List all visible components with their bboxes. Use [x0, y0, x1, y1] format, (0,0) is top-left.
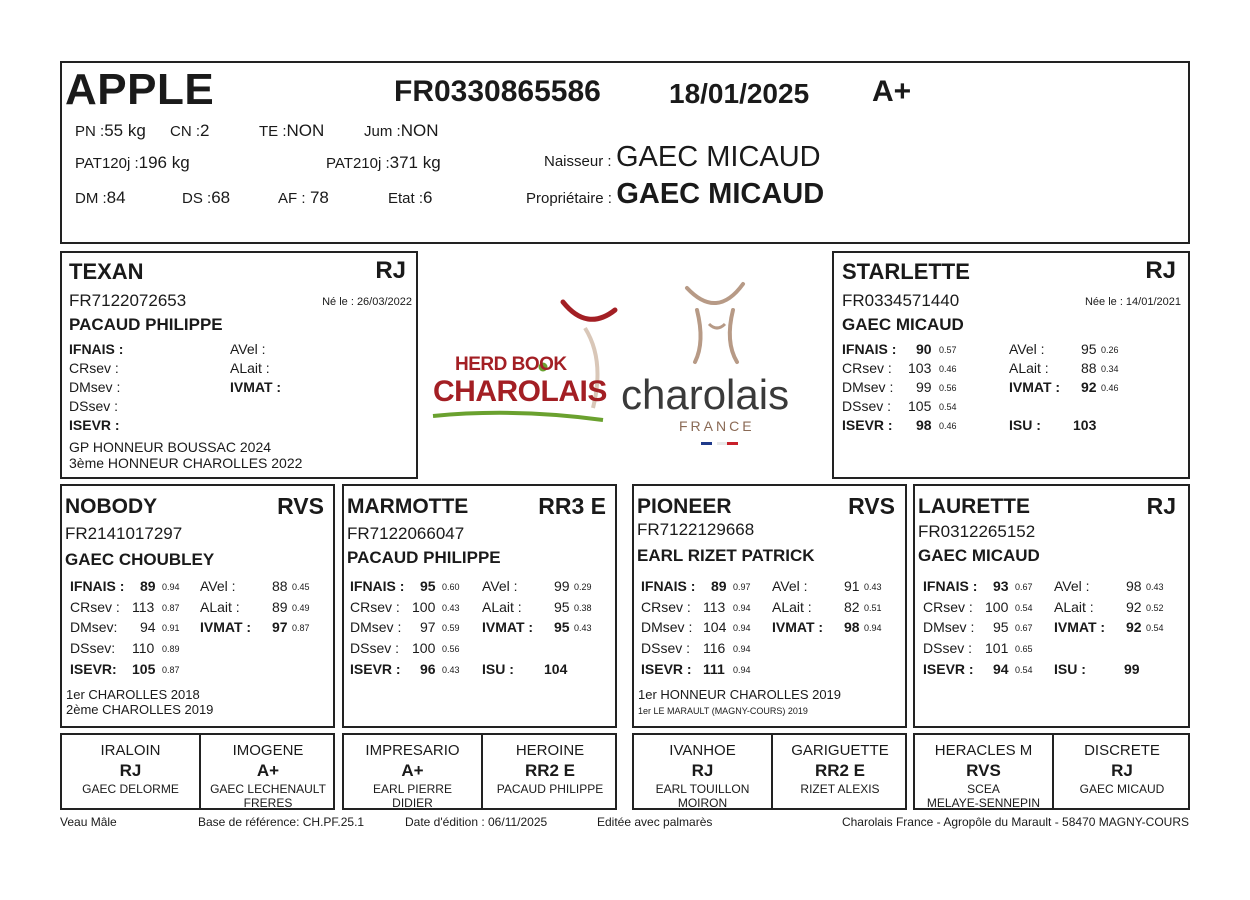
gp-grade: RVS [277, 493, 324, 519]
gp-ifnais: IFNAIS : 89 0.94 [70, 578, 180, 594]
gp-breeder: PACAUD PHILIPPE [347, 548, 501, 567]
gp-grade: RVS [848, 493, 895, 519]
gp-avel: AVel : 91 0.43 [772, 578, 882, 594]
gp-id: FR7122066047 [347, 524, 465, 543]
gp-avel: AVel : 99 0.29 [482, 578, 592, 594]
gp-isevr: ISEVR : 96 0.43 [350, 661, 460, 677]
gp-ivmat: IVMAT : 95 0.43 [482, 619, 592, 635]
gp-avel: AVel : 88 0.45 [200, 578, 310, 594]
dam-dssev: DSsev : 105 0.54 [842, 398, 957, 414]
flag-red-icon [727, 442, 738, 445]
etat-field: Etat :6 [388, 188, 433, 207]
proprietaire-field: Propriétaire : GAEC MICAUD [526, 178, 825, 210]
gp-breeder: GAEC CHOUBLEY [65, 550, 215, 569]
gp-ifnais: IFNAIS : 93 0.67 [923, 578, 1033, 594]
ggp-pair-4 [913, 733, 1190, 810]
gp-name: LAURETTE [918, 495, 1030, 518]
gp-name: NOBODY [65, 495, 158, 518]
logos-area [425, 280, 825, 455]
gp-palmares-2: 1er LE MARAULT (MAGNY-COURS) 2019 [638, 706, 808, 716]
sire-breeder: PACAUD PHILIPPE [69, 315, 223, 334]
dam-box [832, 251, 1190, 479]
sire-crsev-label: CRsev : [69, 360, 119, 376]
ggp-cell: IVANHOE RJ EARL TOUILLON MOIRON [655, 742, 750, 810]
gp-isevr: ISEVR : 94 0.54 [923, 661, 1033, 677]
gp-ivmat: IVMAT : 97 0.87 [200, 619, 310, 635]
gp-crsev: CRsev : 100 0.54 [923, 599, 1033, 615]
gp-isevr: ISEVR : 111 0.94 [641, 661, 751, 677]
ggp-cell: IRALOIN RJ GAEC DELORME [82, 742, 179, 796]
charolais-horns-icon [687, 284, 743, 303]
ggp-cell: HEROINE RR2 E PACAUD PHILIPPE [496, 742, 604, 796]
pn-field: PN :55 kg [75, 121, 146, 140]
gp-breeder: GAEC MICAUD [918, 546, 1040, 565]
gp-crsev: CRsev : 113 0.94 [641, 599, 751, 615]
herdbook-top-text: HERD BOOK [455, 354, 567, 375]
pat120-field: PAT120j :196 kg [75, 153, 190, 172]
gp-ifnais: IFNAIS : 89 0.97 [641, 578, 751, 594]
footer-base: Base de référence: CH.PF.25.1 [198, 815, 365, 829]
grandparent-box-marmotte [342, 484, 617, 728]
gp-avel: AVel : 98 0.43 [1054, 578, 1164, 594]
ggp-pair-1 [60, 733, 335, 810]
gp-grade: RR3 E [538, 493, 606, 519]
sire-dssev-label: DSsev : [69, 398, 119, 414]
gp-grade: RJ [1146, 493, 1176, 519]
animal-grade: A+ [872, 75, 912, 108]
gp-alait: ALait : 92 0.52 [1054, 599, 1164, 615]
footer-palmares: Editée avec palmarès [597, 815, 713, 829]
herdbook-horns-icon [563, 302, 615, 319]
gp-alait: ALait : 89 0.49 [200, 599, 310, 615]
grandparent-box-laurette [913, 484, 1190, 728]
dam-alait: ALait : 88 0.34 [1009, 360, 1119, 376]
gp-ifnais: IFNAIS : 95 0.60 [350, 578, 460, 594]
sire-avel-label: AVel : [230, 341, 266, 357]
gp-id: FR0312265152 [918, 522, 1036, 541]
sire-box [60, 251, 418, 479]
gp-breeder: EARL RIZET PATRICK [637, 546, 815, 565]
gp-name: MARMOTTE [347, 495, 469, 518]
animal-name: APPLE [65, 65, 215, 114]
dm-field: DM :84 [75, 188, 126, 207]
gp-dmsev: DMsev: 94 0.91 [70, 619, 180, 635]
sire-name: TEXAN [69, 259, 144, 284]
ggp-cell: GARIGUETTE RR2 E RIZET ALEXIS [791, 742, 889, 796]
naisseur-field: Naisseur : GAEC MICAUD [544, 141, 821, 173]
gp-alait: ALait : 95 0.38 [482, 599, 592, 615]
ggp-cell: IMPRESARIO A+ EARL PIERRE DIDIER [365, 742, 460, 810]
te-field: TE :NON [259, 121, 325, 140]
grandparent-box-pioneer [632, 484, 907, 728]
herdbook-main-text: CHAROLAIS [433, 375, 607, 408]
animal-birth-date: 18/01/2025 [669, 78, 810, 109]
dam-isevr: ISEVR : 98 0.46 [842, 417, 957, 433]
sire-palmares-2: 3ème HONNEUR CHAROLLES 2022 [69, 455, 303, 471]
dam-ivmat: IVMAT : 92 0.46 [1009, 379, 1119, 395]
ggp-cell: HERACLES M RVS SCEA MELAYE-SENNEPIN [926, 742, 1041, 810]
ggp-cell: DISCRETE RJ GAEC MICAUD [1079, 742, 1165, 796]
gp-dssev: DSsev : 100 0.56 [350, 640, 460, 656]
animal-header [60, 61, 1190, 244]
sire-dmsev-label: DMsev : [69, 379, 121, 395]
jum-field: Jum :NON [364, 121, 439, 140]
pat210-field: PAT210j :371 kg [326, 153, 441, 172]
footer-address: Charolais France - Agropôle du Marault - 58470 MAGNY-COURS [841, 815, 1189, 829]
sire-isevr-label: ISEVR : [69, 417, 120, 433]
dam-crsev: CRsev : 103 0.46 [842, 360, 957, 376]
gp-palmares-1: 1er CHAROLLES 2018 [66, 687, 200, 702]
herdbook-underline-icon [433, 413, 603, 420]
ds-field: DS :68 [182, 188, 231, 207]
gp-dmsev: DMsev : 104 0.94 [641, 619, 751, 635]
grandparent-box-nobody [60, 484, 335, 728]
gp-crsev: CRsev : 113 0.87 [70, 599, 180, 615]
sire-id: FR7122072653 [69, 291, 187, 310]
gp-dssev: DSsev : 116 0.94 [641, 640, 751, 656]
animal-id: FR0330865586 [394, 75, 601, 108]
ggp-pair-3 [632, 733, 907, 810]
charolais-wordmark: charolais [621, 371, 790, 418]
ggp-pair-2 [342, 733, 617, 810]
gp-isu: ISU : 104 [482, 661, 568, 677]
sire-palmares-1: GP HONNEUR BOUSSAC 2024 [69, 439, 272, 455]
sire-birth-date: Né le : 26/03/2022 [322, 296, 412, 308]
dam-avel: AVel : 95 0.26 [1009, 341, 1119, 357]
dam-id: FR0334571440 [842, 291, 960, 310]
sire-grade: RJ [375, 257, 406, 284]
gp-isu: ISU : 99 [1054, 661, 1140, 677]
gp-palmares-1: 1er HONNEUR CHAROLLES 2019 [638, 687, 842, 702]
france-wordmark: FRANCE [679, 418, 755, 434]
dam-name: STARLETTE [842, 259, 970, 284]
gp-dmsev: DMsev : 97 0.59 [350, 619, 460, 635]
sire-ifnais-label: IFNAIS : [69, 341, 124, 357]
dam-birth-date: Née le : 14/01/2021 [1084, 296, 1181, 308]
ggp-cell: IMOGENE A+ GAEC LECHENAULT FRERES [210, 742, 326, 810]
gp-dmsev: DMsev : 95 0.67 [923, 619, 1033, 635]
gp-name: PIONEER [637, 495, 732, 518]
gp-id: FR2141017297 [65, 524, 183, 543]
dam-dmsev: DMsev : 99 0.56 [842, 379, 957, 395]
dam-isu: ISU : 103 [1009, 417, 1097, 433]
gp-ivmat: IVMAT : 98 0.94 [772, 619, 882, 635]
dam-breeder: GAEC MICAUD [842, 315, 964, 334]
af-field: AF : 78 [278, 188, 329, 207]
gp-dssev: DSsev : 101 0.65 [923, 640, 1033, 656]
footer-sex: Veau Mâle [60, 815, 117, 829]
gp-dssev: DSsev: 110 0.89 [70, 640, 180, 656]
dam-grade: RJ [1145, 257, 1176, 284]
gp-crsev: CRsev : 100 0.43 [350, 599, 460, 615]
dam-ifnais: IFNAIS : 90 0.57 [842, 341, 957, 357]
gp-id: FR7122129668 [637, 520, 755, 539]
sire-ivmat-label: IVMAT : [230, 379, 282, 395]
gp-palmares-2: 2ème CHAROLLES 2019 [66, 702, 214, 717]
cn-field: CN :2 [170, 121, 210, 140]
gp-ivmat: IVMAT : 92 0.54 [1054, 619, 1164, 635]
gp-alait: ALait : 82 0.51 [772, 599, 882, 615]
gp-isevr: ISEVR: 105 0.87 [70, 661, 180, 677]
flag-blue-icon [701, 442, 712, 445]
sire-alait-label: ALait : [230, 360, 270, 376]
footer-edition-date: Date d'édition : 06/11/2025 [405, 815, 548, 829]
